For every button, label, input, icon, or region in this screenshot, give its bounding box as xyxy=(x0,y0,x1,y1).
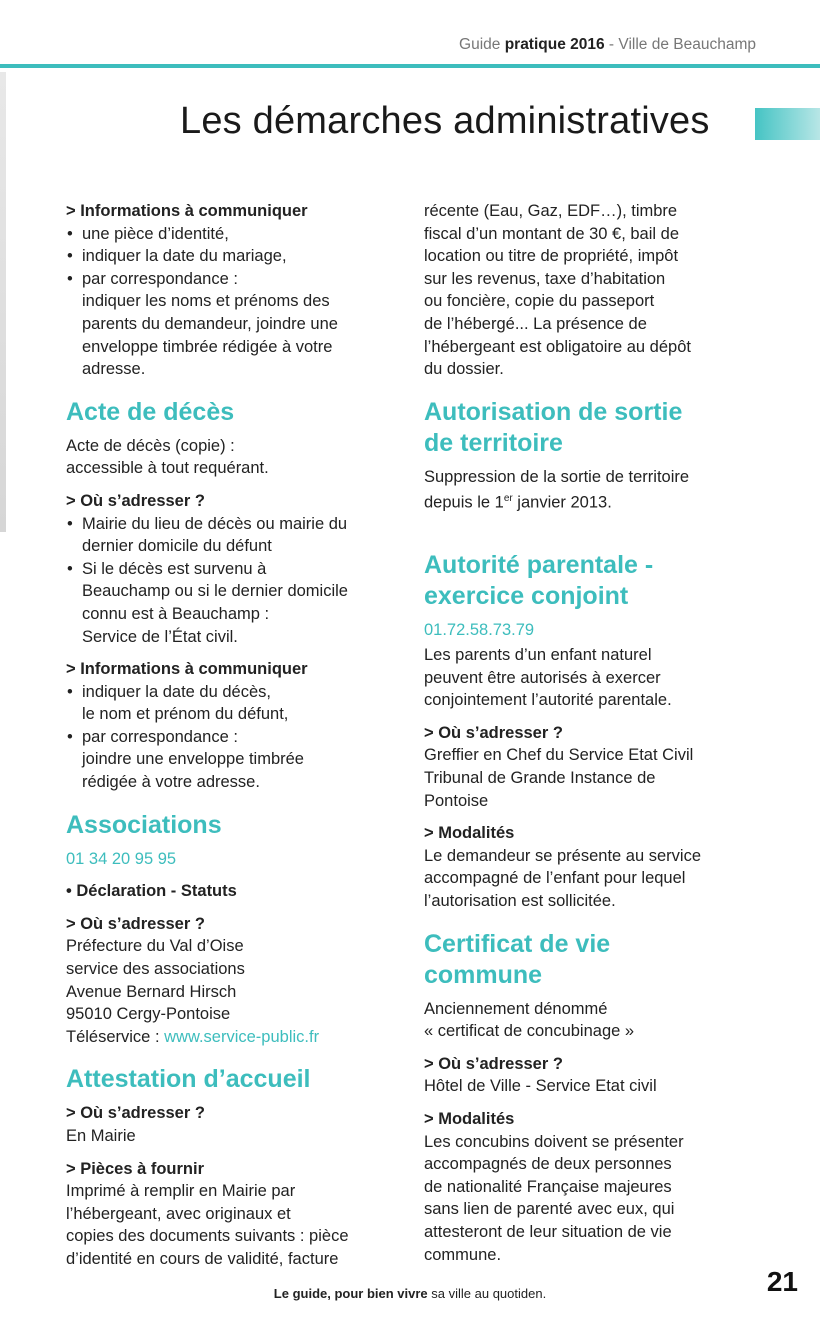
header-pratique: pratique 2016 xyxy=(504,36,605,53)
paragraph-line: « certificat de concubinage » xyxy=(424,1022,635,1041)
paragraph-line: ou foncière, copie du passeport xyxy=(424,292,655,311)
paragraph-line: d’identité en cours de validité, facture xyxy=(66,1249,339,1268)
left-column xyxy=(66,200,406,1271)
page-number: 21 xyxy=(766,1266,798,1297)
paragraph-line: du dossier. xyxy=(424,360,504,379)
list-item: • indiquer la date du mariage, xyxy=(66,245,406,268)
section-title-line: Autorisation de sortie xyxy=(424,397,683,426)
list-item-text: • par correspondance : xyxy=(82,269,238,288)
section-title-line: exercice conjoint xyxy=(424,582,629,611)
paragraph-line: attesteront de leur situation de vie xyxy=(424,1222,672,1241)
paragraph-line: Suppression de la sortie de territoire xyxy=(424,467,690,486)
section-title-deces: Acte de décès xyxy=(66,397,235,426)
where-text: En Mairie xyxy=(66,1127,136,1145)
section-title-associations: Associations xyxy=(66,810,222,839)
section-title-attestation: Attestation d’accueil xyxy=(66,1065,311,1094)
paragraph-line: peuvent être autorisés à exercer xyxy=(424,668,661,687)
paragraph-line xyxy=(424,488,764,514)
title-accent-block xyxy=(755,108,820,140)
list-item xyxy=(66,726,406,794)
page-edge xyxy=(0,72,6,532)
paragraph-line: Le demandeur se présente au service xyxy=(424,846,702,865)
list-item xyxy=(66,681,406,726)
list-item-text: • Mairie du lieu de décès ou mairie du xyxy=(82,514,348,533)
list-item-text: • indiquer la date du décès, xyxy=(82,682,271,701)
list-item-text: Service de l’État civil. xyxy=(82,627,238,646)
paragraph-line: Les concubins doivent se présenter xyxy=(424,1132,684,1151)
paragraph-line: accompagnés de deux personnes xyxy=(424,1155,672,1174)
section-title-line: de territoire xyxy=(424,428,563,457)
list-item-text: dernier domicile du défunt xyxy=(82,537,272,556)
list-item xyxy=(66,268,406,381)
section-title-line: Autorité parentale - xyxy=(424,551,654,580)
service-public-link[interactable]: www.service-public.fr xyxy=(164,1027,320,1046)
paragraph-line: sur les revenus, taxe d’habitation xyxy=(424,269,666,288)
address-line: 95010 Cergy-Pontoise xyxy=(66,1005,231,1024)
declaration-label: • Déclaration - Statuts xyxy=(66,882,237,901)
info-label: > Informations à communiquer xyxy=(66,202,308,220)
paragraph-line: de l’hébergé... La présence de xyxy=(424,314,647,333)
address-line: service des associations xyxy=(66,960,245,979)
paragraph-line: l’autorisation est sollicitée. xyxy=(424,891,616,910)
list-item-text: le nom et prénom du défunt, xyxy=(82,705,289,724)
address-line: Greffier en Chef du Service Etat Civil xyxy=(424,746,694,765)
footer-tagline xyxy=(0,1286,820,1301)
where-label: > Où s’adresser ? xyxy=(66,491,205,510)
list-item-text: joindre une enveloppe timbrée xyxy=(82,750,304,769)
paragraph-line: copies des documents suivants : pièce xyxy=(66,1227,349,1246)
teleservice-line xyxy=(66,1026,406,1049)
superscript: er xyxy=(503,493,513,505)
section-title-line: commune xyxy=(424,960,543,989)
header-guide: Guide xyxy=(459,36,505,53)
text-run: janvier 2013. xyxy=(512,493,612,512)
modalites-label: > Modalités xyxy=(424,1109,515,1128)
paragraph-line: accompagné de l’enfant pour lequel xyxy=(424,869,686,888)
address-line: Avenue Bernard Hirsch xyxy=(66,982,237,1001)
footer-bold: Le guide, pour bien vivre xyxy=(273,1286,428,1301)
list-item-text: indiquer les noms et prénoms des xyxy=(82,292,330,311)
address-line: Préfecture du Val d’Oise xyxy=(66,937,244,956)
list-item-text: rédigée à votre adresse. xyxy=(82,773,260,792)
where-label: > Où s’adresser ? xyxy=(424,1054,563,1073)
footer-rest: sa ville au quotiden. xyxy=(427,1286,547,1301)
teleservice-label: Téléservice : xyxy=(66,1027,165,1046)
list-item-text: parents du demandeur, joindre une xyxy=(82,314,338,333)
list-item-text: Beauchamp ou si le dernier domicile xyxy=(82,582,348,601)
paragraph-line: sans lien de parenté avec eux, qui xyxy=(424,1200,675,1219)
section-title-autorite xyxy=(424,550,764,612)
paragraph-line: Acte de décès (copie) : xyxy=(66,436,235,455)
section-title-sortie xyxy=(424,397,764,459)
header-city: - Ville de Beauchamp xyxy=(604,36,756,53)
address-line: Pontoise xyxy=(424,791,489,810)
list-item-text: adresse. xyxy=(82,360,146,379)
phone-number: 01 34 20 95 95 xyxy=(66,849,177,868)
paragraph-line: Anciennement dénommé xyxy=(424,999,608,1018)
modalites-label: > Modalités xyxy=(424,824,515,843)
where-label: > Où s’adresser ? xyxy=(66,914,205,933)
where-text: Hôtel de Ville - Service Etat civil xyxy=(424,1077,657,1096)
list-item xyxy=(66,558,406,648)
list-item: • une pièce d’identité, xyxy=(66,223,406,246)
paragraph-line: l’hébergeant, avec originaux et xyxy=(66,1204,291,1223)
paragraph-line: location ou titre de propriété, impôt xyxy=(424,247,679,266)
paragraph-line: conjointement l’autorité parentale. xyxy=(424,691,672,710)
list-item-text: connu est à Beauchamp : xyxy=(82,604,270,623)
text-run: depuis le 1 xyxy=(424,493,504,512)
paragraph-line: récente (Eau, Gaz, EDF…), timbre xyxy=(424,202,678,220)
section-title-line: Certificat de vie xyxy=(424,929,611,958)
section-title-certificat xyxy=(424,929,764,991)
where-label: > Où s’adresser ? xyxy=(66,1104,205,1123)
paragraph-line: Imprimé à remplir en Mairie par xyxy=(66,1182,296,1201)
running-header xyxy=(459,36,756,54)
header-rule xyxy=(0,64,820,68)
paragraph-line: accessible à tout requérant. xyxy=(66,459,269,478)
paragraph-line: Les parents d’un enfant naturel xyxy=(424,646,652,665)
paragraph-line: de nationalité Française majeures xyxy=(424,1177,672,1196)
pieces-label: > Pièces à fournir xyxy=(66,1159,205,1178)
phone-number: 01.72.58.73.79 xyxy=(424,621,535,640)
list-item-text: • Si le décès est survenu à xyxy=(82,559,267,578)
info-label: > Informations à communiquer xyxy=(66,660,308,679)
paragraph-line: l’hébergeant est obligatoire au dépôt xyxy=(424,337,691,356)
right-column xyxy=(424,200,764,1266)
list-item-text: enveloppe timbrée rédigée à votre xyxy=(82,337,333,356)
page-title: Les démarches administratives xyxy=(180,100,710,142)
paragraph-line: fiscal d’un montant de 30 €, bail de xyxy=(424,224,680,243)
address-line: Tribunal de Grande Instance de xyxy=(424,769,656,787)
paragraph-line: commune. xyxy=(424,1245,502,1264)
list-item xyxy=(66,513,406,558)
list-item-text: • par correspondance : xyxy=(82,727,238,746)
where-label: > Où s’adresser ? xyxy=(424,723,563,742)
